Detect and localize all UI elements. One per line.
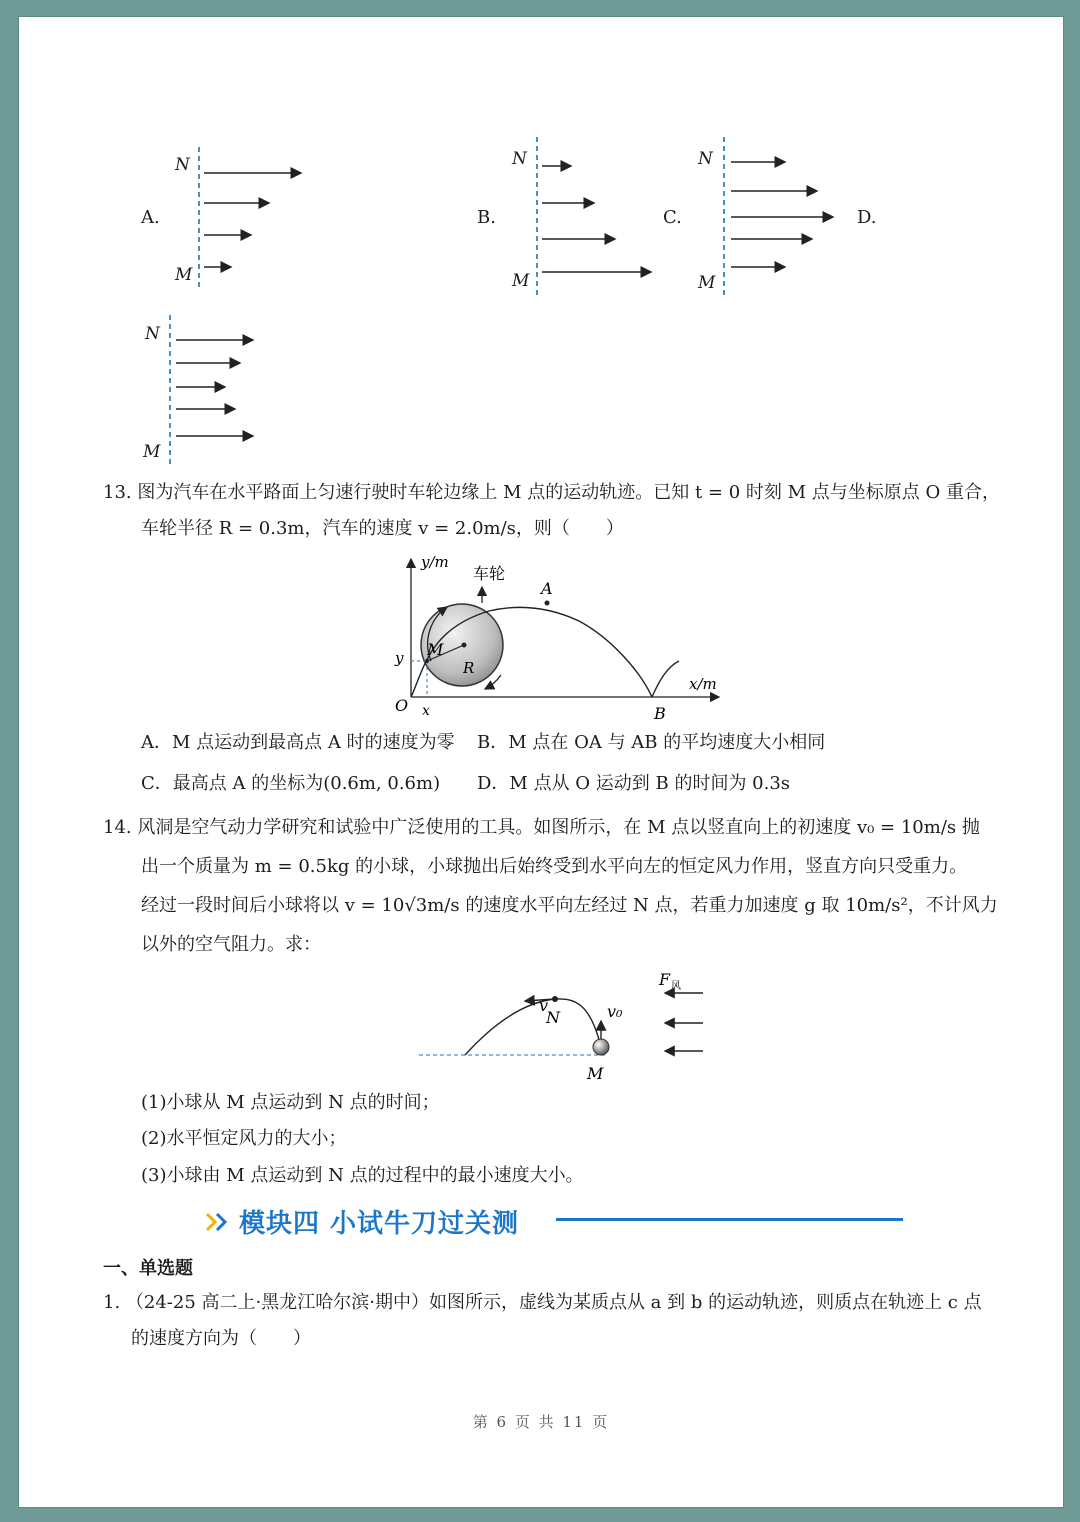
n-label: N — [546, 1008, 560, 1027]
y-coord-label: y — [395, 649, 404, 667]
option-d-figure — [170, 315, 253, 467]
ball — [593, 1039, 609, 1055]
q13-option-b: B．M 点在 OA 与 AB 的平均速度大小相同 — [477, 732, 826, 753]
option-d-label: D. — [857, 207, 877, 228]
wind-force-subscript: 风 — [671, 981, 681, 992]
wind-force-label: F — [659, 970, 671, 989]
q14-wind-tunnel-figure — [415, 967, 715, 1087]
document-page — [18, 16, 1064, 1508]
v-label: v — [539, 996, 549, 1015]
q14-sub1: (1)小球从 M 点运动到 N 点的时间； — [141, 1092, 440, 1113]
section-title: 一、单选题 — [103, 1258, 193, 1279]
point-a-label: A — [541, 579, 553, 598]
q14-line3: 经过一段时间后小球将以 v = 10√3m/s 的速度水平向左经过 N 点，若重力加速度 g 取 10m/s²，不计风力 — [141, 895, 998, 916]
q1-line1: 1. （24-25 高二上·黑龙江哈尔滨·期中）如图所示，虚线为某质点从 a 到 b 的运动轨迹，则质点在轨迹上 c 点 — [103, 1292, 982, 1313]
option-d-m-label: M — [143, 442, 161, 462]
q14-sub3: (3)小球由 M 点运动到 N 点的过程中的最小速度大小。 — [141, 1165, 584, 1186]
option-c-figure — [724, 137, 833, 299]
option-d-n-label: N — [145, 324, 160, 344]
double-chevron-icon — [205, 1210, 237, 1234]
ball-trajectory — [465, 999, 601, 1055]
option-a-n-label: N — [175, 155, 190, 175]
point-m — [425, 659, 429, 663]
option-c-n-label: N — [698, 149, 713, 169]
y-axis-label: y/m — [421, 553, 449, 571]
arrow-options-figure — [19, 17, 1063, 487]
q14-line1: 14. 风洞是空气动力学研究和试验中广泛使用的工具。如图所示，在 M 点以竖直向上的初速度 v₀ = 10m/s 抛 — [103, 817, 980, 838]
x-coord-label: x — [422, 703, 430, 719]
q13-trajectory-figure — [389, 549, 729, 729]
point-b-label: B — [654, 704, 666, 723]
option-b-n-label: N — [512, 149, 527, 169]
q13-line1: 13. 图为汽车在水平路面上匀速行驶时车轮边缘上 M 点的运动轨迹。已知 t = 0 时刻 M 点与坐标原点 O 重合， — [103, 482, 1000, 503]
option-b-m-label: M — [512, 271, 530, 291]
v0-label: v₀ — [607, 1002, 623, 1021]
option-a-m-label: M — [175, 265, 193, 285]
cycloid-path-2 — [652, 661, 679, 697]
q13-option-c: C．最高点 A 的坐标为(0.6m, 0.6m) — [141, 773, 441, 794]
q1-line2: 的速度方向为（ ） — [131, 1328, 311, 1349]
option-c-m-label: M — [698, 273, 716, 293]
option-b-label: B. — [477, 207, 496, 228]
m-label: M — [587, 1064, 604, 1083]
wheel-label: 车轮 — [473, 564, 506, 583]
option-b-figure — [537, 137, 651, 297]
point-m-label: M — [427, 640, 444, 659]
q14-sub2: (2)水平恒定风力的大小； — [141, 1128, 347, 1149]
x-axis-label: x/m — [689, 675, 717, 693]
module-underline — [556, 1218, 903, 1221]
q13-option-d: D．M 点从 O 运动到 B 的时间为 0.3s — [477, 773, 791, 794]
q14-line4: 以外的空气阻力。求： — [141, 934, 321, 955]
page-footer: 第 6 页 共 11 页 — [472, 1413, 610, 1431]
option-c-label: C. — [663, 207, 682, 228]
q13-option-a: A．M 点运动到最高点 A 时的速度为零 — [141, 732, 455, 753]
q13-line2: 车轮半径 R = 0.3m，汽车的速度 v = 2.0m/s，则（ ） — [141, 518, 624, 539]
module-title: 模块四 小试牛刀过关测 — [239, 1209, 520, 1239]
option-a-figure — [199, 147, 301, 289]
option-a-label: A. — [141, 207, 160, 228]
origin-label: O — [395, 696, 409, 715]
radius-label: R — [463, 659, 475, 677]
q14-line2: 出一个质量为 m = 0.5kg 的小球，小球抛出后始终受到水平向左的恒定风力作用，竖直方向只受重力。 — [141, 856, 968, 877]
point-a — [545, 601, 550, 606]
